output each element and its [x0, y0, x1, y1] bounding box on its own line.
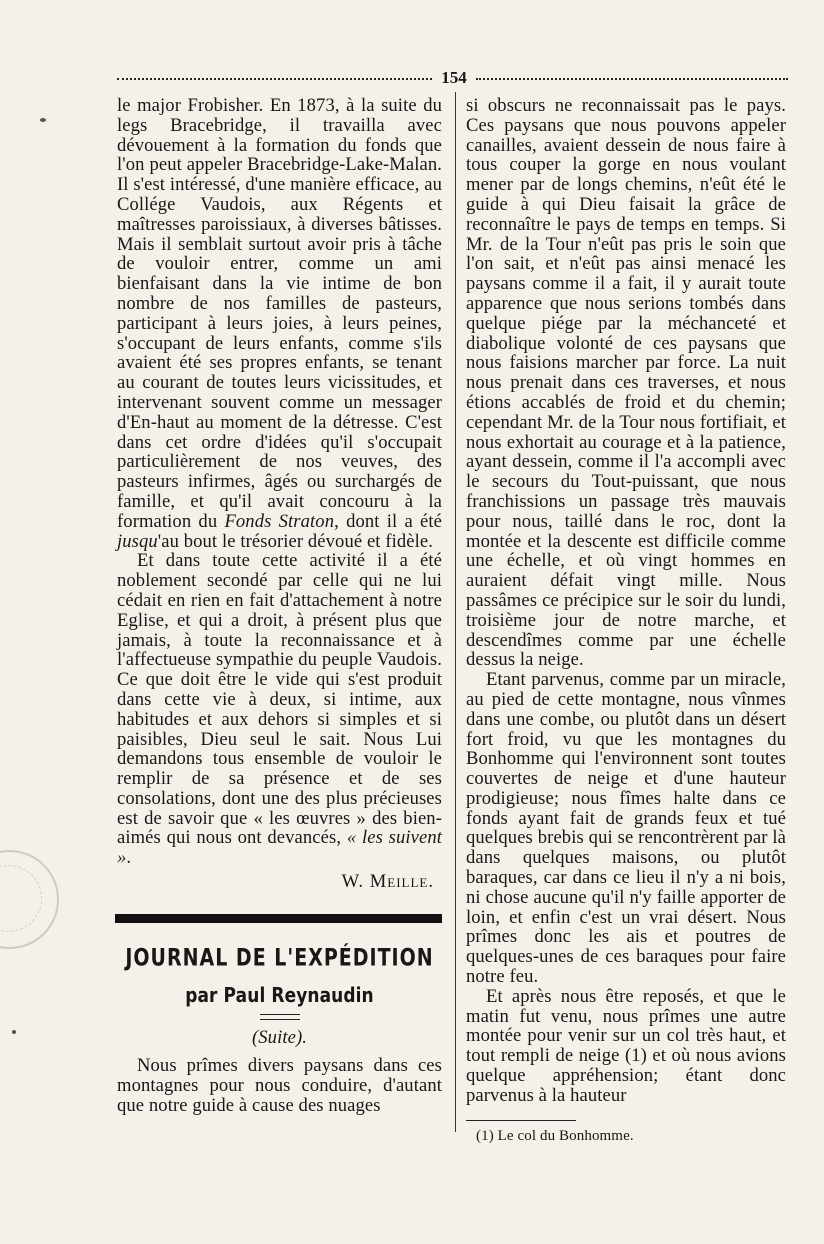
paragraph: Et dans toute cette activité il a été noblement secondé par celle qui ne lui cédait en rien en fait d'attachement à notre Eglise, et qui a droit, à présent plus que jamais, à toute la reconnaissance et à l'affectueuse sympathie du peuple Vaudois. Ce que doit être le vide qui s'est produit dans cette vie à deux, si intime, aux habitudes et aux dehors si simples et si paisibles, Dieu seul le sait. Nous Lui demandons tous ensemble de vouloir le remplir de sa présence et de ses consolations, dont une des plus précieuses est de savoir que « les œuvres » des bien-aimés qui nous ont devancés, « les suivent ». [117, 550, 443, 869]
header-rule-left [117, 78, 432, 80]
paragraph: Nous prîmes divers paysans dans ces montagnes pour nous conduire, d'autant que notre guide à cause des nuages [117, 1055, 442, 1116]
header-rule-right [476, 78, 788, 80]
ink-speck [40, 118, 46, 122]
fund-name: Fonds Straton [224, 510, 335, 532]
quote: « les suivent » [117, 827, 443, 869]
section-title: JOURNAL DE L'EXPÉDITION [125, 943, 434, 972]
author-line: par Paul Reynaudin [185, 983, 374, 1008]
ink-speck [12, 1030, 16, 1034]
ornament-rule [260, 1014, 300, 1020]
left-column [117, 96, 442, 1116]
paragraph: Etant parvenus, comme par un miracle, au pied de cette montagne, nous vînmes dans une combe, ou plutôt dans un désert fort froid, vu que les montagnes du Bonhomme qui l'environnent sont toutes couvertes de neige et d'une hauteur prodigieuse; nous fîmes halte dans ce fonds ayant fait de grands feux et tué quelques brebis qui se rencontrèrent par là dans quelques maisons, ou plutôt baraques, car dans ce lieu il n'y a ni bois, ni chose aucune qu'il n'y faille apporter de loin, et enfin c'est un vrai désert. Nous prîmes donc les ais et poutres de quelques-unes de ces baraques pour faire notre feu. [466, 669, 786, 988]
signature: W. Meille. [341, 871, 434, 893]
footnote-rule [466, 1120, 576, 1121]
paragraph: si obscurs ne reconnaissait pas le pays. Ces paysans que nous pouvons appeler canailles, avaient dessein de nous faire à tous couper la gorge en nous voulant mener par de longs chemins, n'eût été le guide à qui Dieu faisait la grâce de reconnaître le pays de temps en temps. Si Mr. de la Tour n'eût pas pris le soin que l'on sait, et n'eût pas ainsi menacé les paysans comme il a fait, il y aurait toute apparence que nous serions tombés dans quelque piége par la méchanceté et diabolique volonté de ces paysans que nous faisions marcher par force. La nuit nous prenait dans ces traverses, et nous étions accablés de froid et du chemin; cependant Mr. de la Tour nous fortifiait, et nous exhortait au courage et à la patience, ayant dessein, comme il l'a accompli avec le secours du Tout-puissant, que nous franchissions un passage très mauvais pour nous, taillé dans le roc, dont la montée et la descente est difficile comme une échelle, et où vingt hommes en auraient défait vingt mille. Nous passâmes ce précipice sur le soir du lundi, troisième jour de notre marche, et descendîmes comme par une échelle dessus la neige. [466, 95, 786, 671]
paragraph: Et après nous être reposés, et que le matin fut venu, nous prîmes une autre montée pour venir sur un col très haut, et tout rempli de neige (1) et où nous avions quelque appréhension; étant donc parvenus à la hauteur [466, 985, 786, 1106]
footnote: (1) Le col du Bonhomme. [476, 1127, 634, 1144]
suite-label: (Suite). [251, 1027, 307, 1049]
right-column [466, 96, 786, 1146]
page-number: 154 [434, 68, 474, 88]
column-divider [455, 92, 456, 1132]
section-separator [115, 914, 442, 923]
paragraph: le major Frobisher. En 1873, à la suite du legs Bracebridge, il travailla avec dévouement à la formation du fonds que l'on peut appeler Bracebridge-Lake-Malan. Il s'est intéressé, d'une manière efficace, au Collége Vaudois, aux Régents et maîtresses paroissiaux, à diverses bâtisses. Mais il semblait surtout avoir pris à tâche de vouloir entrer, comme un ami bienfaisant dans la vie intime de bon nombre de nos familles de pasteurs, participant à leurs joies, à leurs peines, s'occupant de leurs enfants, comme s'ils avaient été ses propres enfants, se tenant au courant de toutes leurs vicissitudes, et intervenant souvent comme un messager d'En-haut au moment de la détresse. C'est dans cet ordre d'idées qu'il s'occupait particulièrement de nos veuves, des pasteurs infirmes, âgés ou surchargés de famille, et qu'il avait concouru à la formation du Fonds Straton, dont il a été jusqu'au bout le trésorier dévoué et fidèle. [117, 95, 443, 552]
